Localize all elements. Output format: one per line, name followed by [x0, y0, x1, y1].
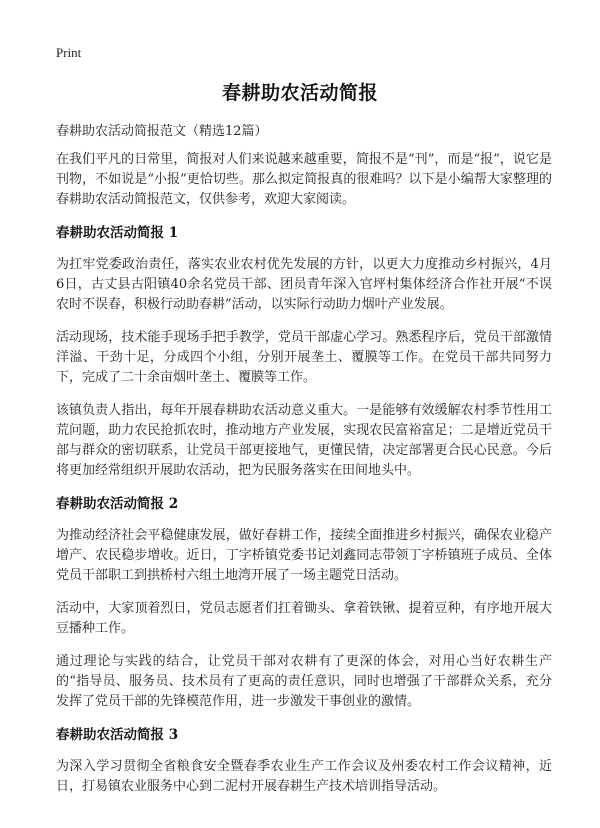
section-heading-3: 春耕助农活动简报 3 — [56, 727, 179, 743]
section-2-paragraph-1: 为推动经济社会平稳健康发展，做好春耕工作，接续全面推进乡村振兴，确保农业稳产增产、农民稳步增收。近日，丁字桥镇党委书记刘鑫同志带领丁字桥镇班子成员、全体党员干部职工到拱桥村六组土地湾开展了一场主题党日活动。 — [56, 528, 552, 583]
page-title: 春耕助农活动简报 — [221, 82, 378, 104]
section-heading-1: 春耕助农活动简报 1 — [56, 225, 179, 241]
section-1-paragraph-3: 该镇负责人指出，每年开展春耕助农活动意义重大。一是能够有效缓解农村季节性用工荒问题，助力农民抢抓农时，推动地方产业发展，实现农民富裕富足；二是增近党员干部与群众的密切联系，让党员干部更接地气，更懂民情，决定部署更合民心民意。今后将更加经常组织开展助农活动，把为民服务落实在田间地头中。 — [56, 403, 552, 478]
section-3-paragraph-1: 为深入学习贯彻全省粮食安全暨春季农业生产工作会议及州委农村工作会议精神，近日，打易镇农业服务中心到二泥村开展春耕生产技术培训指导活动。 — [56, 759, 552, 794]
document-subtitle: 春耕助农活动简报范文（精选12篇） — [56, 124, 268, 139]
print-link[interactable]: Print — [56, 45, 82, 60]
section-heading-2: 春耕助农活动简报 2 — [56, 496, 179, 512]
article-body — [56, 150, 552, 810]
section-1-paragraph-1: 为扛牢党委政治责任，落实农业农村优先发展的方针，以更大力度推动乡村振兴，4月6日，古丈县古阳镇40余名党员干部、团员青年深入官坪村集体经济合作社开展“不误农时不误春，积极行动助春耕”活动，以实际行动助力烟叶产业发展。 — [56, 257, 552, 312]
section-2-paragraph-2: 活动中，大家顶着烈日，党员志愿者们扛着锄头、拿着铁锹、提着豆种，有序地开展大豆播种工作。 — [56, 601, 552, 636]
section-1-paragraph-2: 活动现场，技术能手现场手把手教学，党员干部虚心学习。熟悉程序后，党员干部激情洋溢、干劲十足，分成四个小组，分别开展垄土、覆膜等工作。在党员干部共同努力下，完成了二十余亩烟叶垄土、覆膜等工作。 — [56, 330, 552, 385]
intro-paragraph: 在我们平凡的日常里，简报对人们来说越来越重要，简报不是“刊”，而是“报”，说它是刊物，不如说是“小报”更恰切些。那么拟定简报真的很难吗？以下是小编帮大家整理的春耕助农活动简报范文，仅供参考，欢迎大家阅读。 — [56, 152, 552, 207]
section-2-paragraph-3: 通过理论与实践的结合，让党员干部对农耕有了更深的体会，对用心当好农耕生产的“指导员、服务员、技术员有了更高的责任意识，同时也增强了干部群众关系，充分发挥了党员干部的先锋模范作用，进一步激发干事创业的激情。 — [56, 654, 552, 709]
